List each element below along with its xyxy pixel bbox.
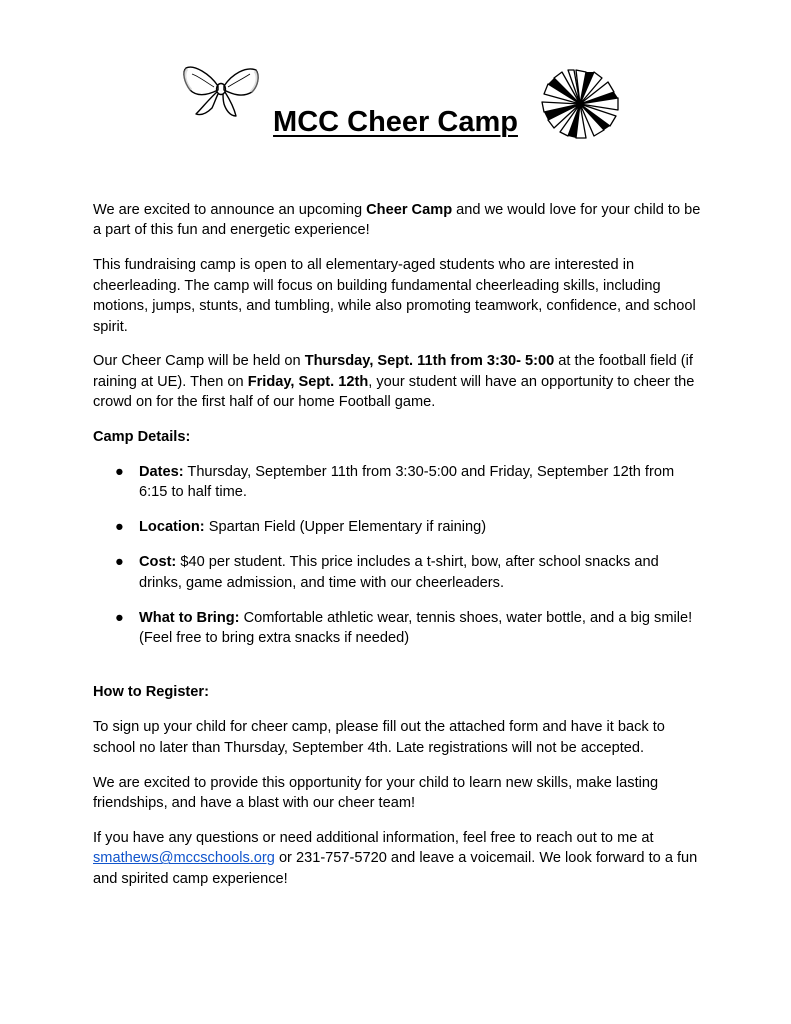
detail-item-what-to-bring: ● What to Bring: Comfortable athletic wear, tennis shoes, water bottle, and a big smile! (Feel free to bring extra snacks if needed) <box>115 609 693 646</box>
details-heading: Camp Details: <box>93 429 191 446</box>
detail-item-dates: ● Dates: Thursday, September 11th from 3:30-5:00 and Friday, September 12th from 6:15 to half time. <box>115 464 675 501</box>
about-paragraph: This fundraising camp is open to all elementary-aged students who are interested in cheerleading. The camp will focus on building fundamental cheerleading skills, including motions, jumps, stunts, and tumbling, while also promoting teamwork, confidence, and school spirit. <box>93 257 696 335</box>
schedule-paragraph: Our Cheer Camp will be held on Thursday, Sept. 11th from 3:30- 5:00 at the football field (if raining at UE). Then on Friday, Sept. 12th, your student will have an opportunity to cheer the crowd on for the first half of our home Football game. <box>93 353 695 411</box>
register-heading: How to Register: <box>93 684 209 701</box>
detail-item-location: ● Location: Spartan Field (Upper Elementary if raining) <box>93 517 705 537</box>
email-link[interactable]: smathews@mccschools.org <box>93 850 275 867</box>
closing-paragraph: We are excited to provide this opportunity for your child to learn new skills, make lasting friendships, and have a blast with our cheer team! <box>93 774 659 812</box>
letter-body <box>93 200 705 904</box>
bullet-icon: ● <box>115 554 124 571</box>
bullet-icon: ● <box>115 609 124 626</box>
camp-details-list <box>93 462 705 648</box>
intro-bold: Cheer Camp <box>366 202 453 218</box>
register-paragraph: To sign up your child for cheer camp, please fill out the attached form and have it back to school no later than Thursday, September 4th. Late registrations will not be accepted. <box>93 719 665 756</box>
intro-paragraph: We are excited to announce an upcoming Cheer Camp and we would love for your child to be a part of this fun and energetic experience! <box>93 202 701 239</box>
bullet-icon: ● <box>115 519 124 536</box>
contact-paragraph: If you have any questions or need additional information, feel free to reach out to me at smathews@mccschools.org or 231-757-5720 and leave a voicemail. We look forward to a fun and spirited camp experience! <box>93 829 698 887</box>
detail-item-cost: ● Cost: $40 per student. This price includes a t-shirt, bow, after school snacks and drinks, game admission, and time with our cheerleaders. <box>115 554 659 591</box>
page-title: MCC Cheer Camp <box>273 106 518 138</box>
bullet-icon: ● <box>115 464 124 481</box>
